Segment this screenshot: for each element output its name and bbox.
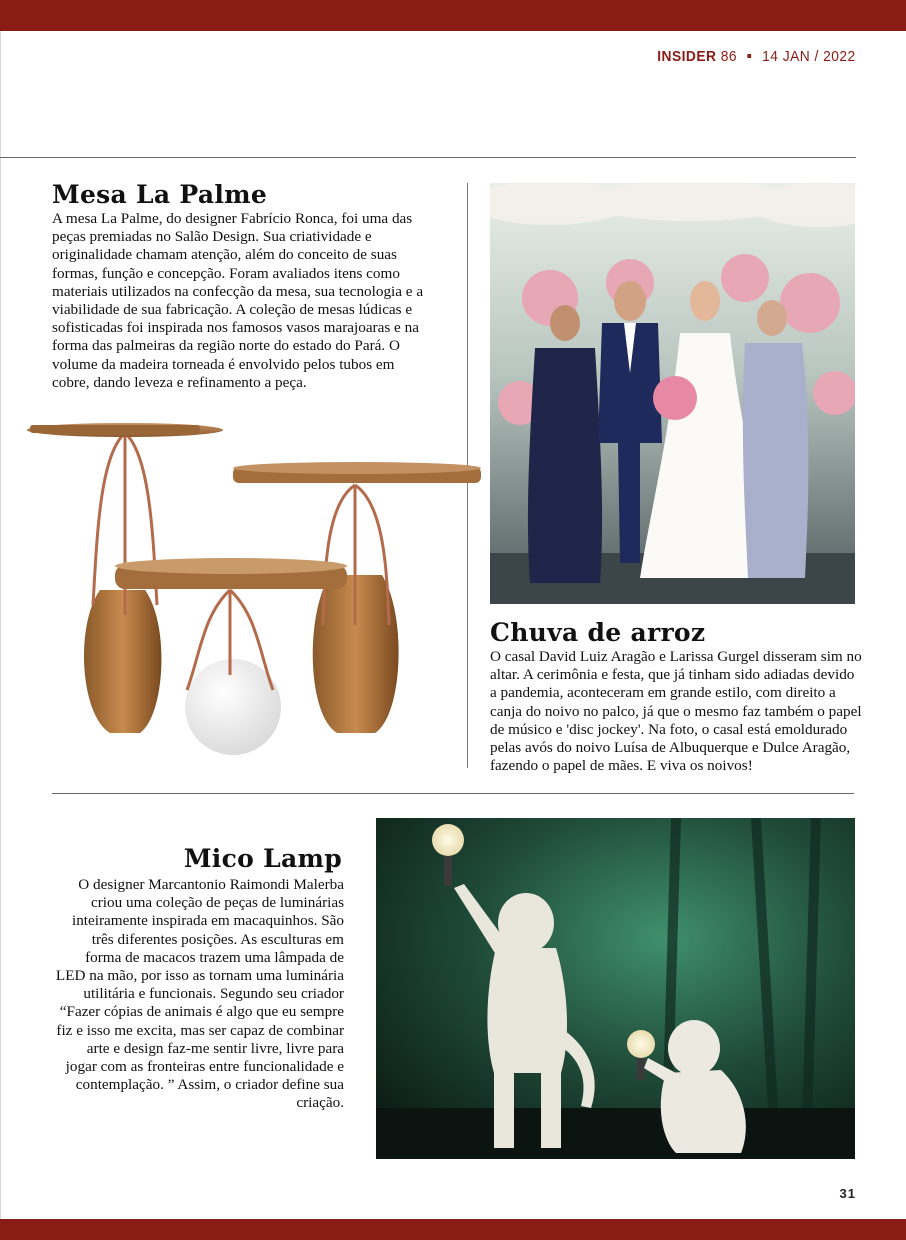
- page-header: [658, 48, 856, 65]
- issue-date: 14 JAN / 2022: [762, 48, 856, 65]
- mesa-la-palme-tables-photo: [25, 415, 485, 755]
- page-number: 31: [839, 1186, 856, 1201]
- mesa-body: A mesa La Palme, do designer Fabrício Ronca, foi uma das peças premiadas no Salão Design. Sua criatividade e originalidade chamam atenção, além do conceito de suas formas, função e concepção. Foram avaliados itens como materiais utilizados na confecção da mesa, sua tecnologia e a viabilidade de sua fabricação. A coleção de mesas lúdicas e sofisticadas foi inspirada nos famosos vasos marajoaras e na forma das palmeiras da região norte do estado do Pará. O volume da madeira torneada é envolvido pelos tubos em cobre, dando leveza e refinamento a peça.: [52, 210, 424, 391]
- chuva-body: O casal David Luiz Aragão e Larissa Gurgel disseram sim no altar. A cerimônia e festa, que já tinham sido adiadas devido a pandemia, aconteceram em grande estilo, com direito a canja do noivo no palco, já que o mesmo faz também o papel de músico e 'disc jockey'. Na foto, o casal está emoldurado pelas avós do noivo Luísa de Albuquerque e Dulce Aragão, fazendo o papel de mães. E viva os noivos!: [490, 648, 862, 775]
- bottom-color-band: [0, 1219, 906, 1240]
- chuva-title: Chuva de arroz: [490, 618, 706, 647]
- magazine-brand: INSIDER: [657, 48, 717, 65]
- wedding-photo: [490, 183, 855, 604]
- mico-body: O designer Marcantonio Raimondi Malerba criou uma coleção de peças de luminárias inteiramente inspirada em macaquinhos. São três diferentes posições. As esculturas em forma de macacos trazem uma lâmpada de LED na mão, por isso as tornam uma luminária utilitária e funcionais. Segundo seu criador “Fazer cópias de animais é algo que eu sempre fiz e isso me excita, mas ser capaz de combinar arte e design faz-me sentir livre, livre para jogar com as fronteiras entre funcionalidade e contemplação. ” Assim, o criador define sua criação.: [55, 876, 344, 1112]
- header-separator: [748, 54, 752, 58]
- issue-number: 86: [721, 48, 738, 65]
- top-color-band: [0, 0, 906, 31]
- section-divider: [52, 793, 854, 794]
- monkey-lamps-photo: [376, 818, 855, 1159]
- mesa-title: Mesa La Palme: [52, 180, 268, 209]
- mico-title: Mico Lamp: [183, 844, 342, 873]
- header-divider: [0, 157, 856, 158]
- left-page-edge: [0, 31, 1, 1219]
